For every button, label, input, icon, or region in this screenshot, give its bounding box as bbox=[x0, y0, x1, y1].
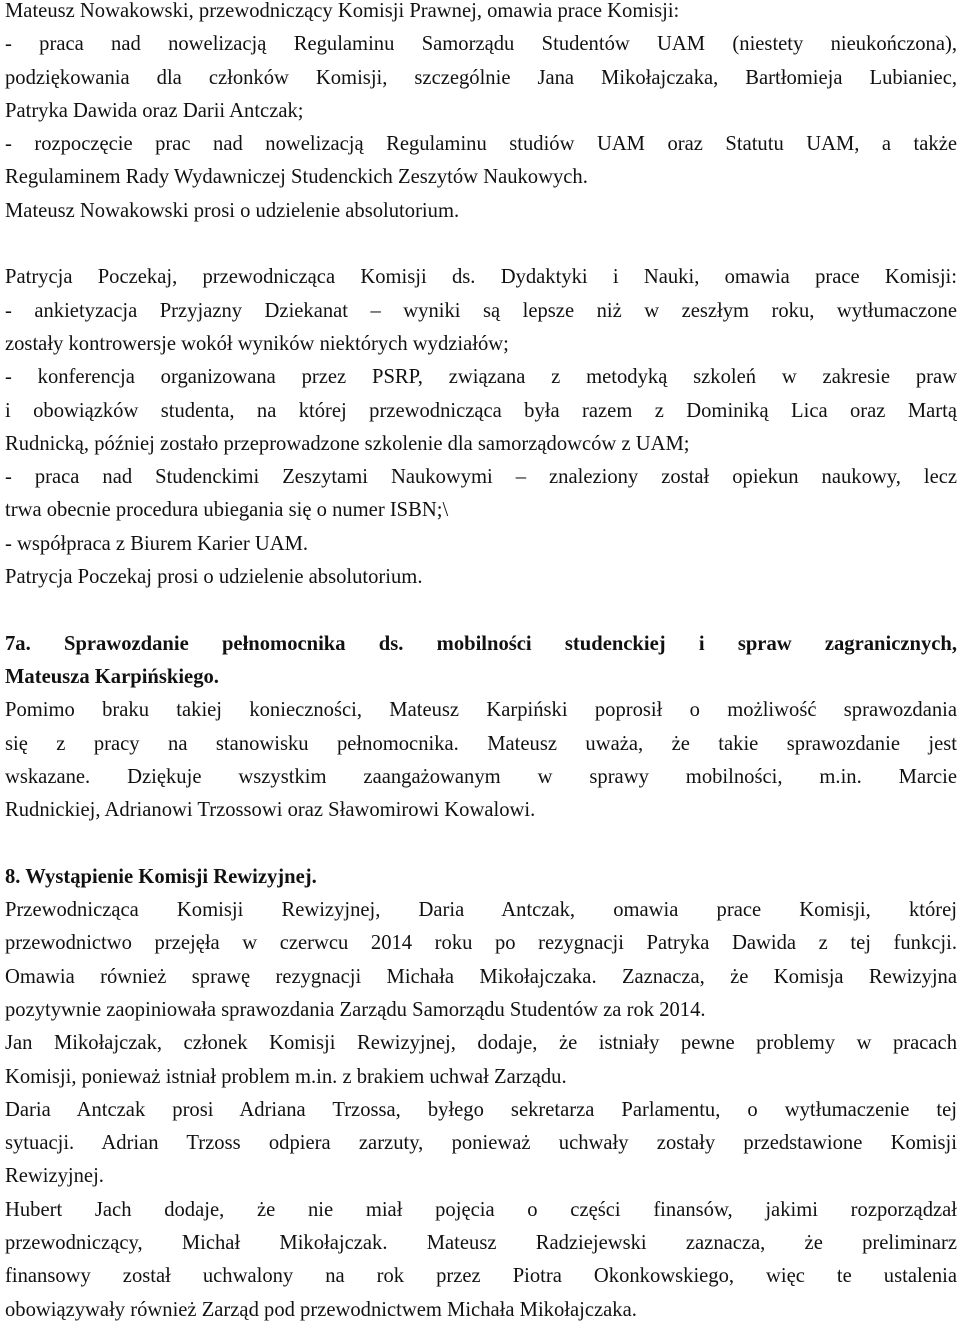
text-line: Rudnicką, później zostało przeprowadzone szkolenie dla samorządowców z UAM; bbox=[5, 432, 690, 455]
paragraph-gap bbox=[5, 228, 957, 261]
text-line: pozytywnie zaopiniowała sprawozdania Zarządu Samorządu Studentów za rok 2014. bbox=[5, 998, 706, 1021]
text-line: Komisji, ponieważ istniał problem m.in. z brakiem uchwał Zarządu. bbox=[5, 1065, 567, 1088]
text-line: - praca nad nowelizacją Regulaminu Samorządu Studentów UAM (niestety nieukończona), bbox=[5, 33, 957, 56]
text-line: Patryka Dawida oraz Darii Antczak; bbox=[5, 99, 304, 122]
text-line: - ankietyzacja Przyjazny Dziekanat – wyniki są lepsze niż w zeszłym roku, wytłumaczone bbox=[5, 299, 957, 322]
text-line: Patrycja Poczekaj prosi o udzielenie absolutorium. bbox=[5, 566, 423, 589]
text-line: się z pracy na stanowisku pełnomocnika. Mateusz uważa, że takie sprawozdanie jest bbox=[5, 732, 957, 755]
text-line: wskazane. Dziękuje wszystkim zaangażowanym w sprawy mobilności, m.in. Marcie bbox=[5, 765, 957, 788]
text-line: Regulaminem Rady Wydawniczej Studenckich Zeszytów Naukowych. bbox=[5, 166, 588, 189]
text-line: Rudnickiej, Adrianowi Trzossowi oraz Sławomirowi Kowalowi. bbox=[5, 799, 536, 822]
section-8 bbox=[5, 861, 957, 1327]
text-line: przewodnictwo przejęła w czerwcu 2014 roku po rezygnacji Patryka Dawida z tej funkcji. bbox=[5, 932, 957, 955]
text-line: Jan Mikołajczak, członek Komisji Rewizyjnej, dodaje, że istniały pewne problemy w pracach bbox=[5, 1032, 957, 1055]
text-line: obowiązywały również Zarząd pod przewodnictwem Michała Mikołajczaka. bbox=[5, 1298, 637, 1321]
text-line: - współpraca z Biurem Karier UAM. bbox=[5, 532, 309, 555]
text-line: finansowy został uchwalony na rok przez Piotra Okonkowskiego, więc te ustalenia bbox=[5, 1265, 957, 1288]
text-line: trwa obecnie procedura ubiegania się o numer ISBN;\ bbox=[5, 499, 449, 522]
text-line: Omawia również sprawę rezygnacji Michała Mikołajczaka. Zaznacza, że Komisja Rewizyjna bbox=[5, 965, 957, 988]
paragraph-komisja-prawna bbox=[5, 0, 957, 228]
section-heading: 7a. Sprawozdanie pełnomocnika ds. mobilności studenckiej i spraw zagranicznych, bbox=[5, 632, 957, 655]
text-line: Pomimo braku takiej konieczności, Mateusz Karpiński poprosił o możliwość sprawozdania bbox=[5, 699, 957, 722]
section-heading: Mateusza Karpińskiego. bbox=[5, 665, 219, 688]
text-line: zostały kontrowersje wokół wyników niektórych wydziałów; bbox=[5, 332, 509, 355]
text-line: Rewizyjnej. bbox=[5, 1165, 104, 1188]
text-line: - konferencja organizowana przez PSRP, związana z metodyką szkoleń w zakresie praw bbox=[5, 366, 957, 389]
text-line: - praca nad Studenckimi Zeszytami Naukowymi – znaleziony został opiekun naukowy, lecz bbox=[5, 466, 957, 489]
text-line: podziękowania dla członków Komisji, szczególnie Jana Mikołajczaka, Bartłomieja Lubianiec, bbox=[5, 66, 957, 89]
text-line: sytuacji. Adrian Trzoss odpiera zarzuty, ponieważ uchwały zostały przedstawione Komisji bbox=[5, 1132, 957, 1155]
paragraph-gap bbox=[5, 594, 957, 627]
text-line: Przewodnicząca Komisji Rewizyjnej, Daria Antczak, omawia prace Komisji, której bbox=[5, 899, 957, 922]
paragraph-komisja-dydaktyki bbox=[5, 261, 957, 594]
text-line: - rozpoczęcie prac nad nowelizacją Regulaminu studiów UAM oraz Statutu UAM, a także bbox=[5, 133, 957, 156]
text-line: Hubert Jach dodaje, że nie miał pojęcia o części finansów, jakimi rozporządzał bbox=[5, 1198, 957, 1221]
section-heading: 8. Wystąpienie Komisji Rewizyjnej. bbox=[5, 865, 317, 888]
text-line: przewodniczący, Michał Mikołajczak. Mateusz Radziejewski zaznacza, że preliminarz bbox=[5, 1231, 957, 1254]
text-line: Mateusz Nowakowski, przewodniczący Komisji Prawnej, omawia prace Komisji: bbox=[5, 0, 680, 22]
text-line: Mateusz Nowakowski prosi o udzielenie absolutorium. bbox=[5, 199, 460, 222]
text-line: Daria Antczak prosi Adriana Trzossa, byłego sekretarza Parlamentu, o wytłumaczenie tej bbox=[5, 1098, 957, 1121]
text-line: i obowiązków studenta, na której przewodnicząca była razem z Dominiką Lica oraz Martą bbox=[5, 399, 957, 422]
paragraph-gap bbox=[5, 827, 957, 860]
section-7a bbox=[5, 628, 957, 828]
text-line: Patrycja Poczekaj, przewodnicząca Komisji ds. Dydaktyki i Nauki, omawia prace Komisji: bbox=[5, 266, 957, 289]
